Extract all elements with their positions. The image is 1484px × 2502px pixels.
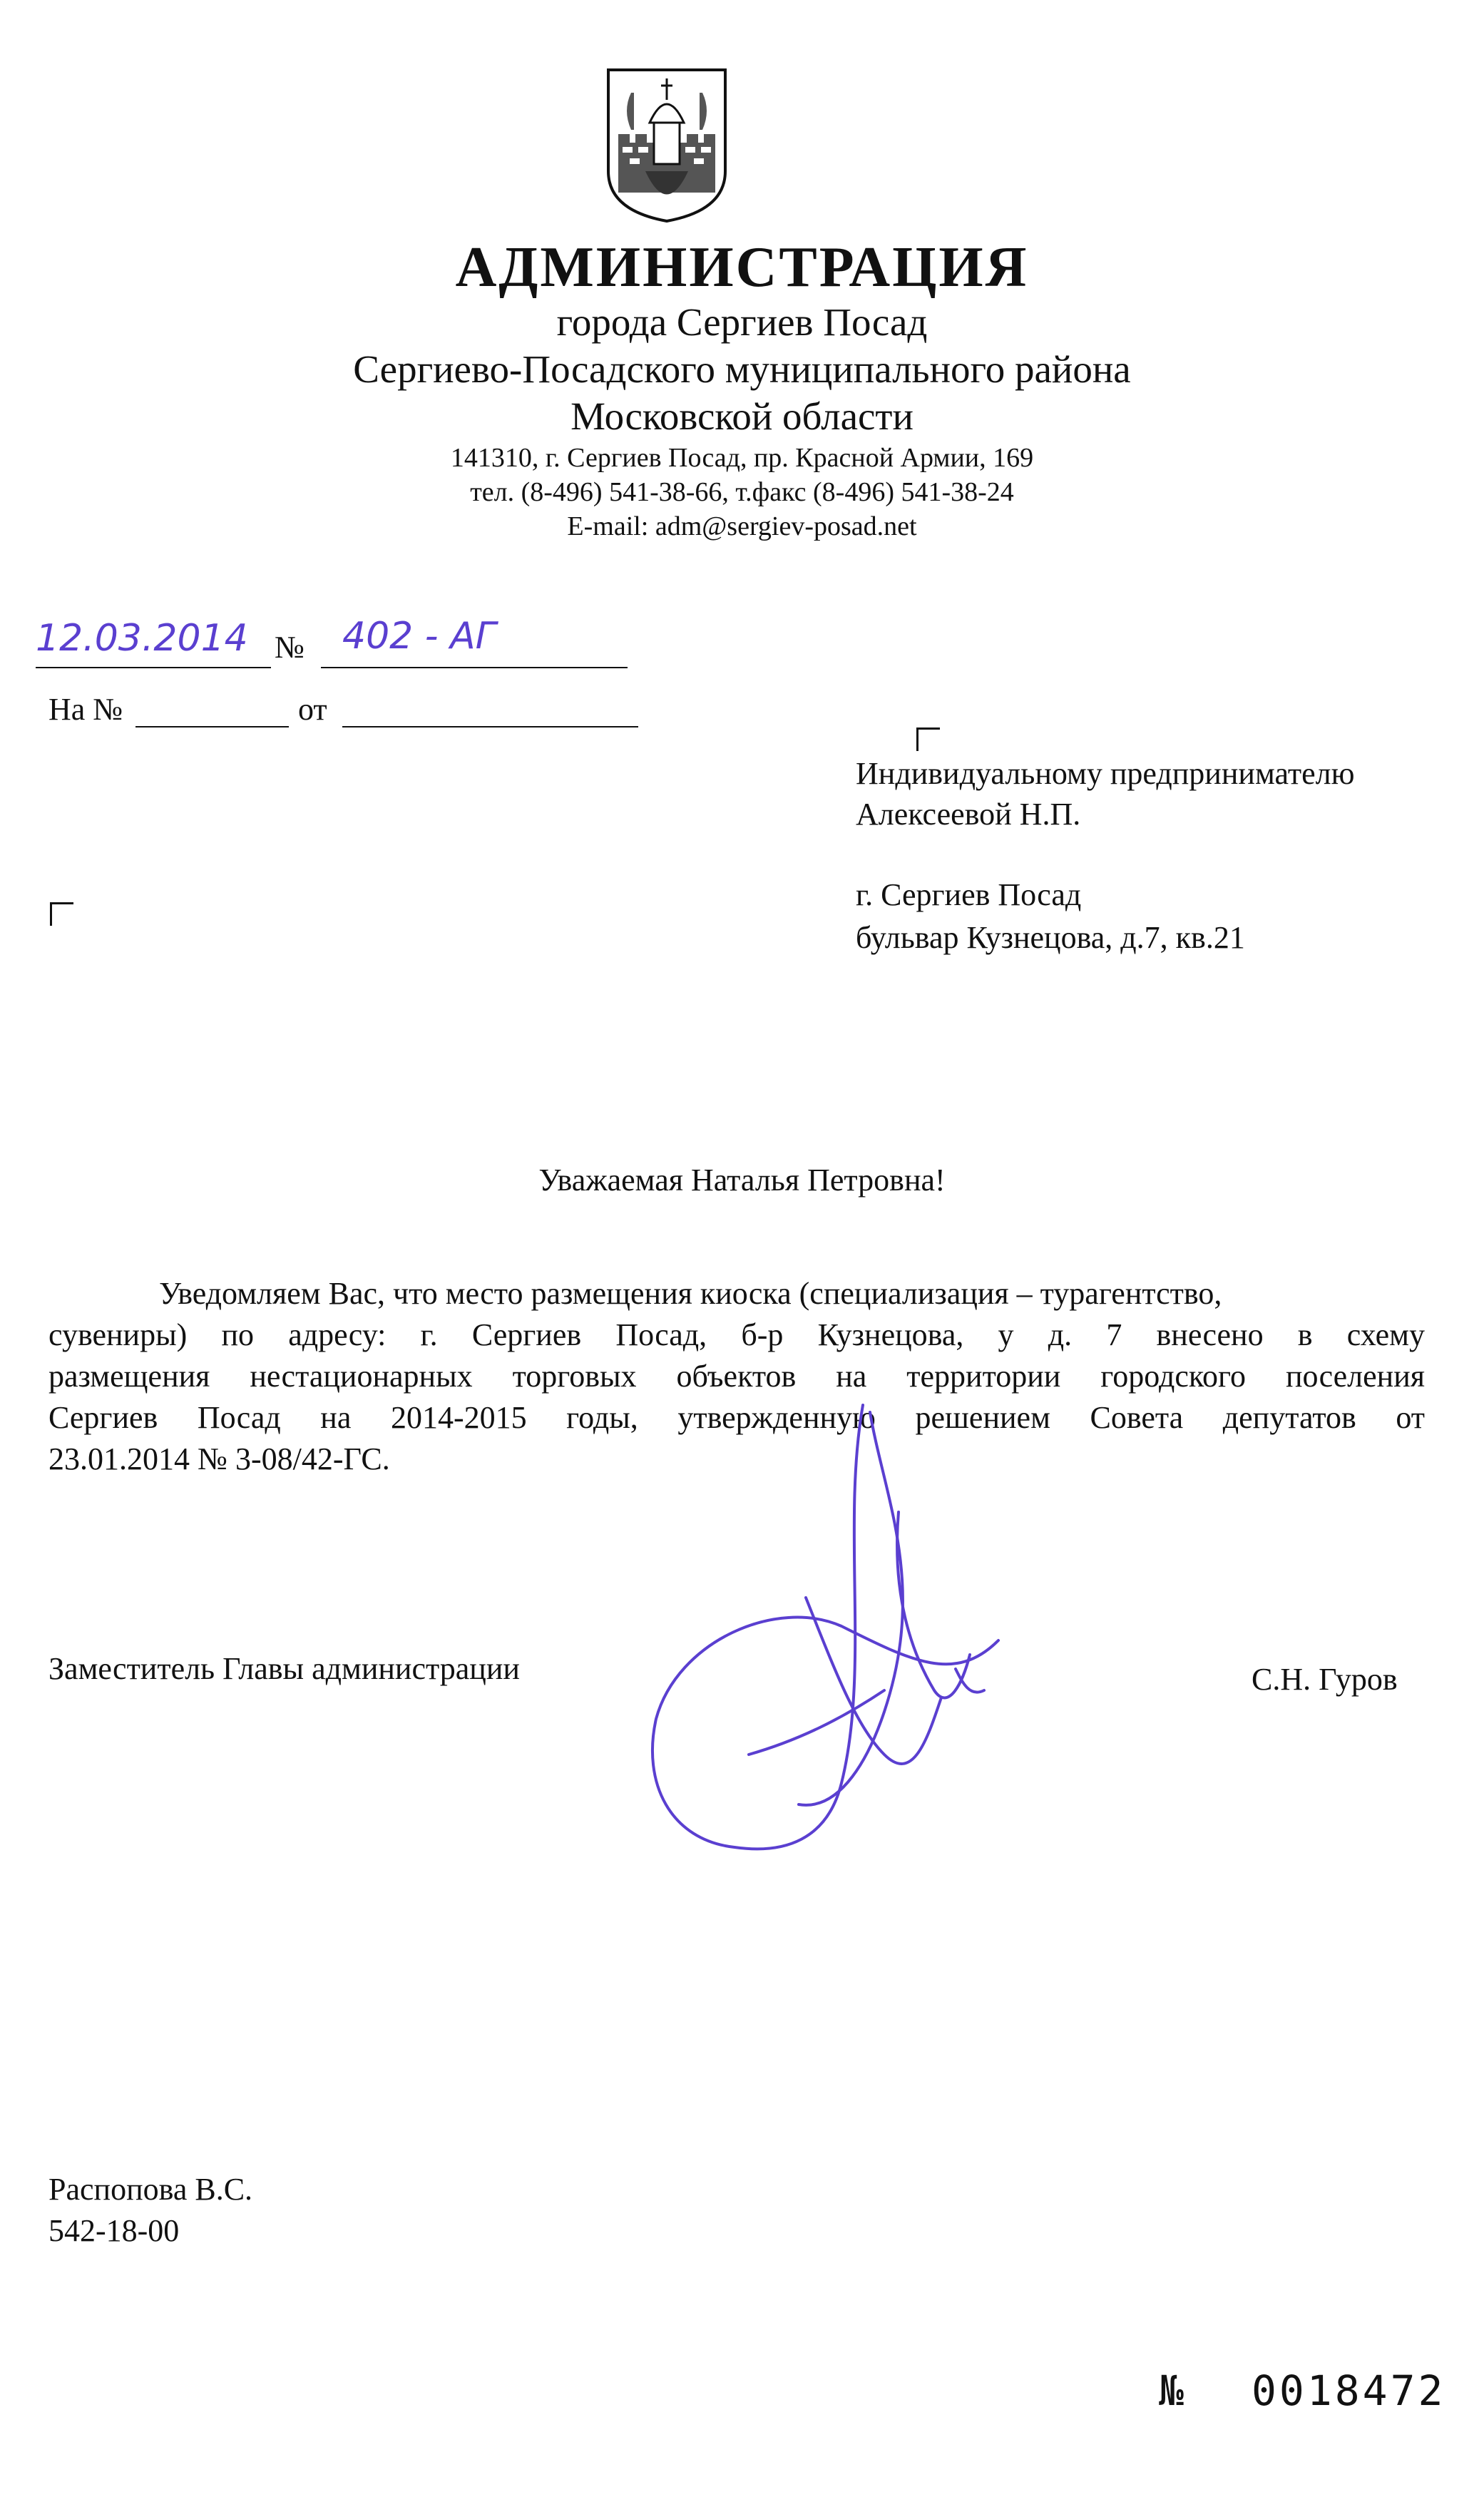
reply-from-label: от [298,692,327,727]
organization-address: 141310, г. Сергиев Посад, пр. Красной Армии, 169 [450,443,1034,473]
recipient-corner-mark [916,727,940,751]
serial-number-label: № [1159,2366,1187,2415]
organization-city: города Сергиев Посад [556,300,928,344]
outgoing-number-label: № [275,630,305,665]
recipient-street: бульвар Кузнецова, д.7, кв.21 [856,920,1245,955]
serial-number: 0018472 [1252,2366,1446,2415]
body-line-2: сувениры) по адресу: г. Сергиев Посад, б-р Кузнецова, у д. 7 внесено в схему [48,1317,1425,1352]
outgoing-date: 12.03.2014 [36,617,248,660]
date-underline [36,667,271,668]
recipient-name: Алексеевой Н.П. [856,797,1081,832]
organization-region: Московской области [570,394,914,438]
handwritten-signature [628,1384,1027,1897]
recipient-city: г. Сергиев Посад [856,877,1082,912]
body-line-3: размещения нестационарных торговых объектов на территории городского поселения [48,1359,1425,1394]
salutation: Уважаемая Наталья Петровна! [538,1163,946,1198]
signatory-name: С.Н. Гуров [1252,1662,1398,1697]
number-underline [321,667,628,668]
executor-phone: 542-18-00 [48,2213,180,2248]
body-line-5: 23.01.2014 № 3-08/42-ГС. [48,1441,390,1476]
outgoing-number: 402 - АГ [342,615,496,658]
left-corner-mark [50,902,73,926]
body-line-4: Сергиев Посад на 2014-2015 годы, утвержденную решением Совета депутатов от [48,1400,1425,1435]
signatory-position: Заместитель Главы администрации [48,1651,520,1686]
executor-name: Распопова В.С. [48,2172,253,2207]
organization-phones: тел. (8-496) 541-38-66, т.факс (8-496) 541-38-24 [470,477,1014,507]
reply-number-label: На № [48,692,123,727]
recipient-title: Индивидуальному предпринимателю [856,756,1355,791]
organization-email: E-mail: adm@sergiev-posad.net [567,511,917,541]
reply-date-blank [342,726,638,727]
body-line-1: Уведомляем Вас, что место размещения киоска (специализация – турагентство, [159,1276,1222,1311]
organization-title: АДМИНИСТРАЦИЯ [455,236,1029,299]
organization-district: Сергиево-Посадского муниципального района [353,347,1131,391]
coat-of-arms-emblem [603,64,731,225]
reply-number-blank [135,726,289,727]
